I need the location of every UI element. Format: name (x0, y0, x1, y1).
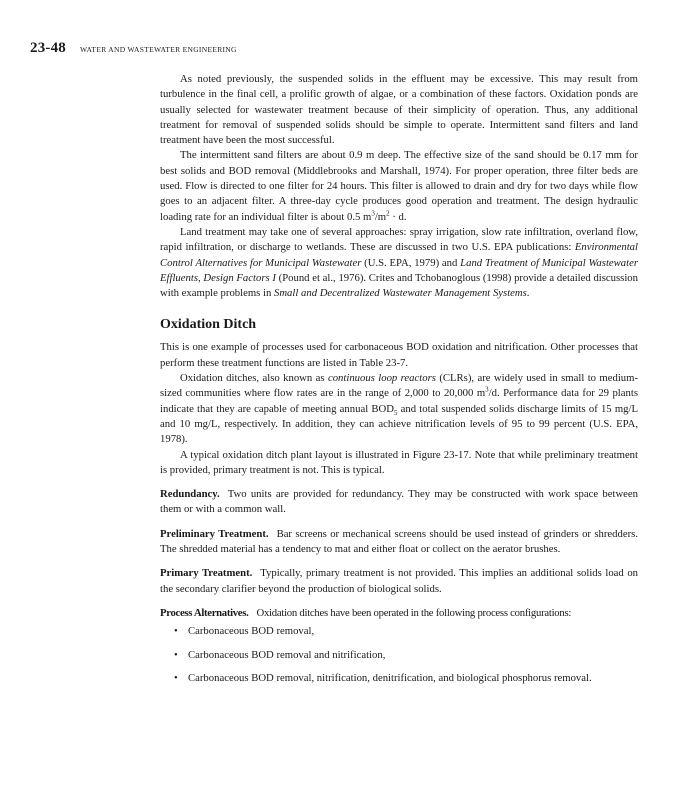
paragraph-suspended-solids: As noted previously, the suspended solids in the effluent may be excessive. This may result from turbulence in the final cell, a prolific growth of algae, or a combination of these factors. Oxidation ponds are usually selected for wastewater treatment because of their simplicity of operation. Thus, any additional treatment for removal of suspended solids should be simple to operate. Intermittent sand filters and land treatment have been the most successful. (160, 73, 638, 147)
page-number: 23-48 (30, 40, 66, 56)
section-heading-oxidation-ditch: Oxidation Ditch (160, 317, 257, 333)
runin-primary-treatment: Primary Treatment. (160, 567, 253, 580)
paragraph-sand-filters: The intermittent sand filters are about 0.9 m deep. The effective size of the sand should be 0.17 mm for best solids and BOD removal (Middlebrooks and Marshall, 1974). For proper operation, three filter beds are used. Flow is directed to one filter for 24 hours. This filter is allowed to drain and dry for two days while flow goes to an adjacent filter. A three-day cycle produces good operation and treatment. The design hydraulic loading rate for an individual filter is about 0.5 $m^3/m^2 \cdot d$. (160, 149, 638, 223)
list-item: • Carbonaceous BOD removal, nitrification, denitrification, and biological phosphorus removal. (160, 671, 638, 686)
paragraph-preliminary-treatment: Preliminary Treatment. Bar screens or mechanical screens should be used instead of grinders or shredders. The shredded material has a tendency to mat and either float or collect on the aerator brushes. (160, 527, 638, 556)
bullet-icon: • (174, 625, 178, 638)
runin-redundancy: Redundancy. (160, 488, 220, 501)
paragraph-land-treatment: Land treatment may take one of several approaches: spray irrigation, slow rate infiltration, overland flow, rapid infiltration, or discharge to wetlands. These are discussed in two U.S. EPA publications: Environmental Control Alternatives for Municipal Wastewater (U.S. EPA, 1979) and Land Treatment of Municipal Wastewater Effluents, Design Factors I (Pound et al., 1976). Crites and Tchobanoglous (1998) provide a detailed discussion with example problems in Small and Decentralized Wastewater Management Systems. (160, 225, 638, 300)
paragraph-redundancy: Redundancy. Two units are provided for redundancy. They may be constructed with work space between them or with a common wall. (160, 488, 638, 516)
runin-process-alternatives: Process Alternatives. (160, 606, 249, 619)
runin-preliminary-treatment: Preliminary Treatment. (160, 527, 269, 540)
paragraph-clrs: Oxidation ditches, also known as continuous loop reactors (CLRs), are widely used in small to medium-sized communities where flow rates are in the range of 2,000 to 20,000 $m^3/d$. Performance data for 29 plants indicate that they are capable of meeting annual $BOD_5$ and total suspended solids discharge limits of 15 mg/L and 10 mg/L, respectively. In addition, they can achieve nitrification levels of 95 to 99 percent (U.S. EPA, 1978). (160, 372, 639, 446)
running-title: WATER AND WASTEWATER ENGINEERING (80, 45, 237, 54)
paragraph-primary-treatment: Primary Treatment. Typically, primary treatment is not provided. This implies an additional solids load on the secondary clarifier beyond the production of biological solids. (160, 567, 638, 595)
page-body (160, 72, 638, 694)
bullet-icon: • (174, 671, 178, 684)
bullet-icon: • (174, 648, 178, 661)
process-alternatives-list (160, 624, 638, 686)
list-item: • Carbonaceous BOD removal and nitrification, (160, 648, 638, 663)
list-item: • Carbonaceous BOD removal, (160, 624, 638, 639)
paragraph-process-alternatives: Process Alternatives. Oxidation ditches have been operated in the following process configurations: (160, 606, 572, 619)
paragraph-oxidation-intro: This is one example of processes used for carbonaceous BOD oxidation and nitrification. Other processes that perform these treatment functions are listed in Table 23-7. (160, 341, 638, 369)
paragraph-plant-layout: A typical oxidation ditch plant layout is illustrated in Figure 23-17. Note that while preliminary treatment is provided, primary treatment is not. This is typical. (160, 448, 638, 476)
running-head (30, 40, 237, 57)
